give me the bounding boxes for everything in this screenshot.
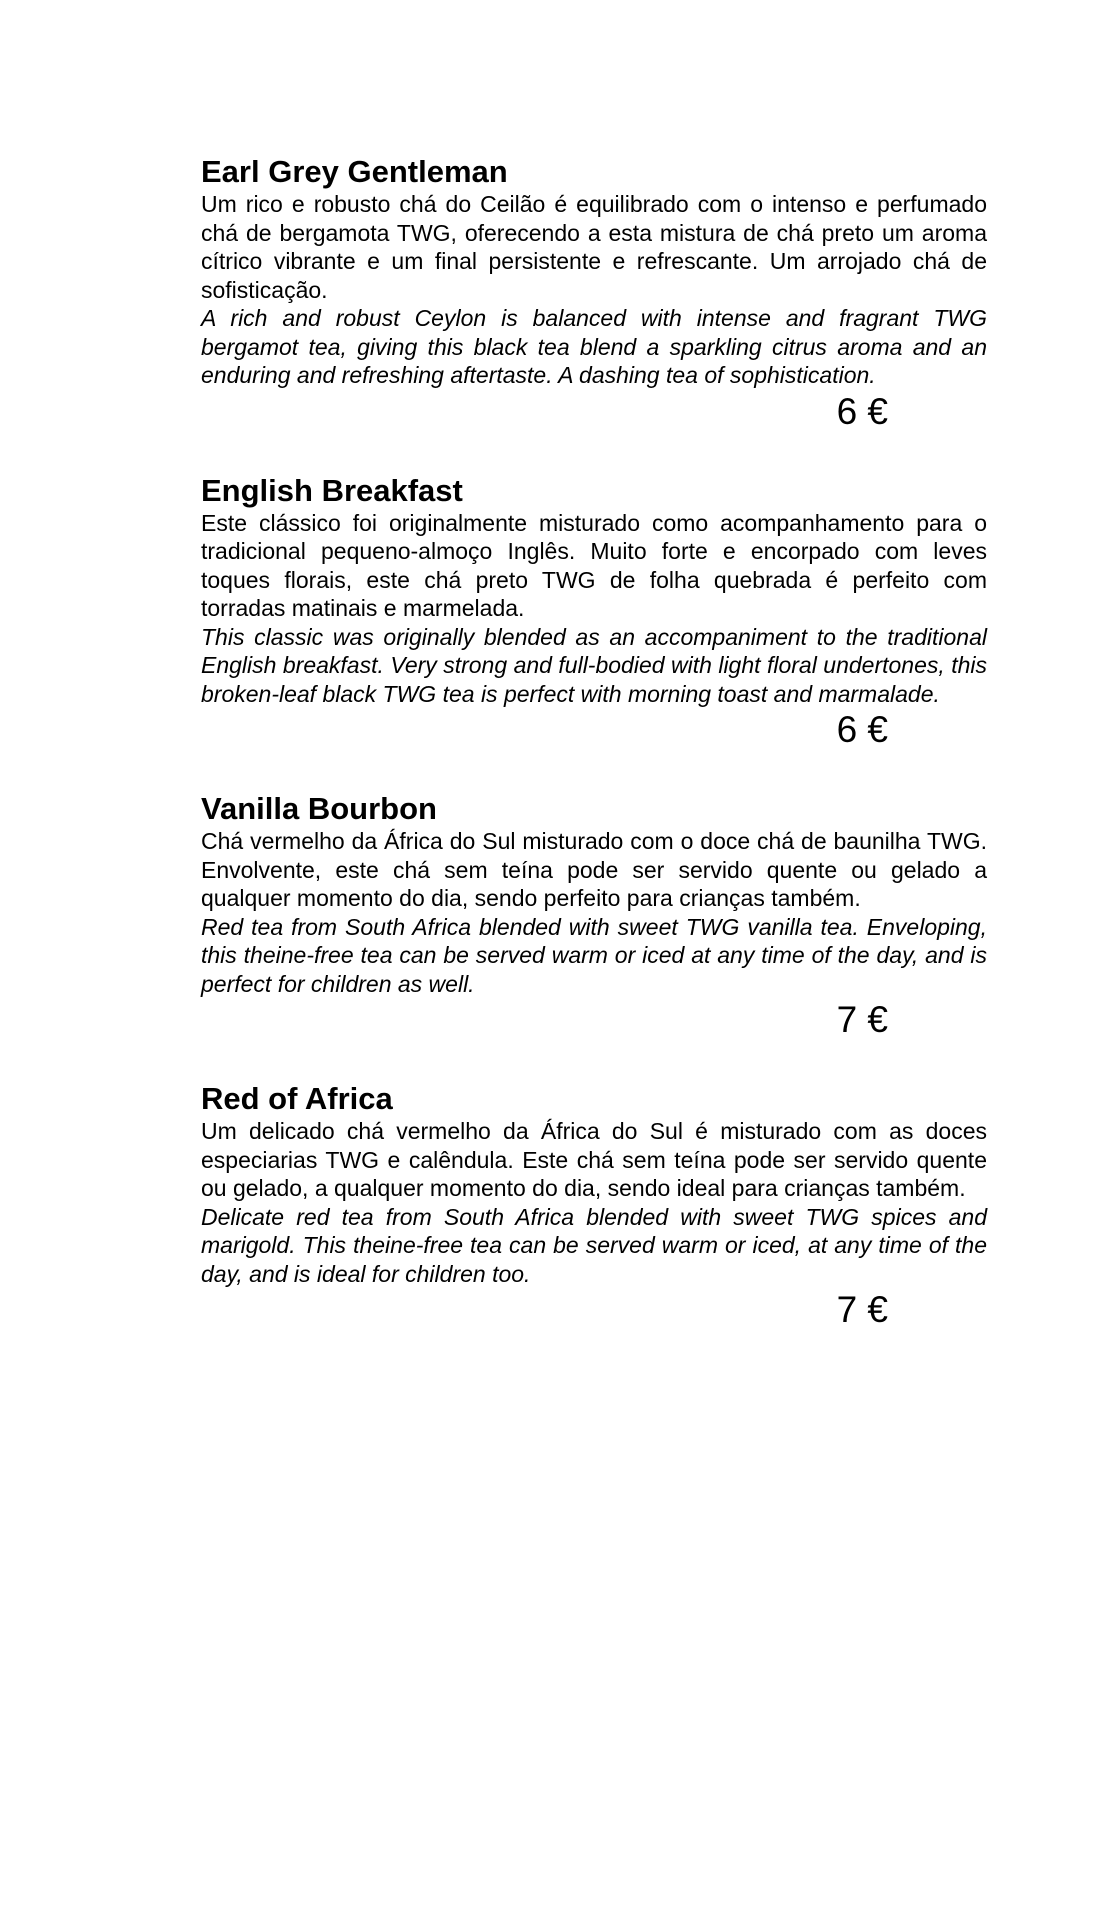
item-description-en: Red tea from South Africa blended with sweet TWG vanilla tea. Enveloping, this theine-free tea can be served warm or iced at any time of the day, and is perfect for children as well. [201, 913, 987, 997]
item-description-en: Delicate red tea from South Africa blended with sweet TWG spices and marigold. This theine-free tea can be served warm or iced, at any time of the day, and is ideal for children too. [201, 1203, 987, 1287]
menu-item-earl-grey-gentleman [201, 154, 987, 434]
item-price: 7 € [836, 999, 888, 1040]
item-price: 6 € [836, 390, 888, 432]
item-description-en: This classic was originally blended as an accompaniment to the traditional English breakfast. Very strong and full-bodied with light floral undertones, this broken-leaf black TWG tea is perfect with morning toast and marmalade. [201, 623, 987, 707]
menu-item-vanilla-bourbon [201, 791, 987, 1042]
item-title: Red of Africa [201, 1081, 393, 1116]
item-description-pt: Chá vermelho da África do Sul misturado com o doce chá de baunilha TWG. Envolvente, este chá sem teína pode ser servido quente ou gelado a qualquer momento do dia, sendo perfeito para crianças também. [201, 828, 987, 911]
menu-item-red-of-africa [201, 1081, 987, 1332]
item-title: English Breakfast [201, 472, 463, 508]
item-title: Vanilla Bourbon [201, 791, 437, 826]
item-description-pt: Um delicado chá vermelho da África do Sul é misturado com as doces especiarias TWG e calêndula. Este chá sem teína pode ser servido quente ou gelado, a qualquer momento do dia, sendo ideal para crianças também. [201, 1118, 987, 1201]
item-price: 7 € [836, 1289, 888, 1330]
tea-menu [201, 154, 987, 1332]
item-price: 6 € [836, 709, 888, 750]
item-description-pt: Este clássico foi originalmente misturado como acompanhamento para o tradicional pequeno-almoço Inglês. Muito forte e encorpado com leves toques florais, este chá preto TWG de folha quebrada é perfeito com torradas matinais e marmelada. [201, 509, 987, 621]
item-title: Earl Grey Gentleman [201, 154, 508, 189]
menu-item-english-breakfast [201, 473, 987, 753]
item-description-en: A rich and robust Ceylon is balanced with intense and fragrant TWG bergamot tea, giving this black tea blend a sparkling citrus aroma and an enduring and refreshing aftertaste. A dashing tea of sophistication. [201, 305, 987, 388]
item-description-pt: Um rico e robusto chá do Ceilão é equilibrado com o intenso e perfumado chá de bergamota TWG, oferecendo a esta mistura de chá preto um aroma cítrico vibrante e um final persistente e refrescante. Um arrojado chá de sofisticação. [201, 191, 987, 303]
